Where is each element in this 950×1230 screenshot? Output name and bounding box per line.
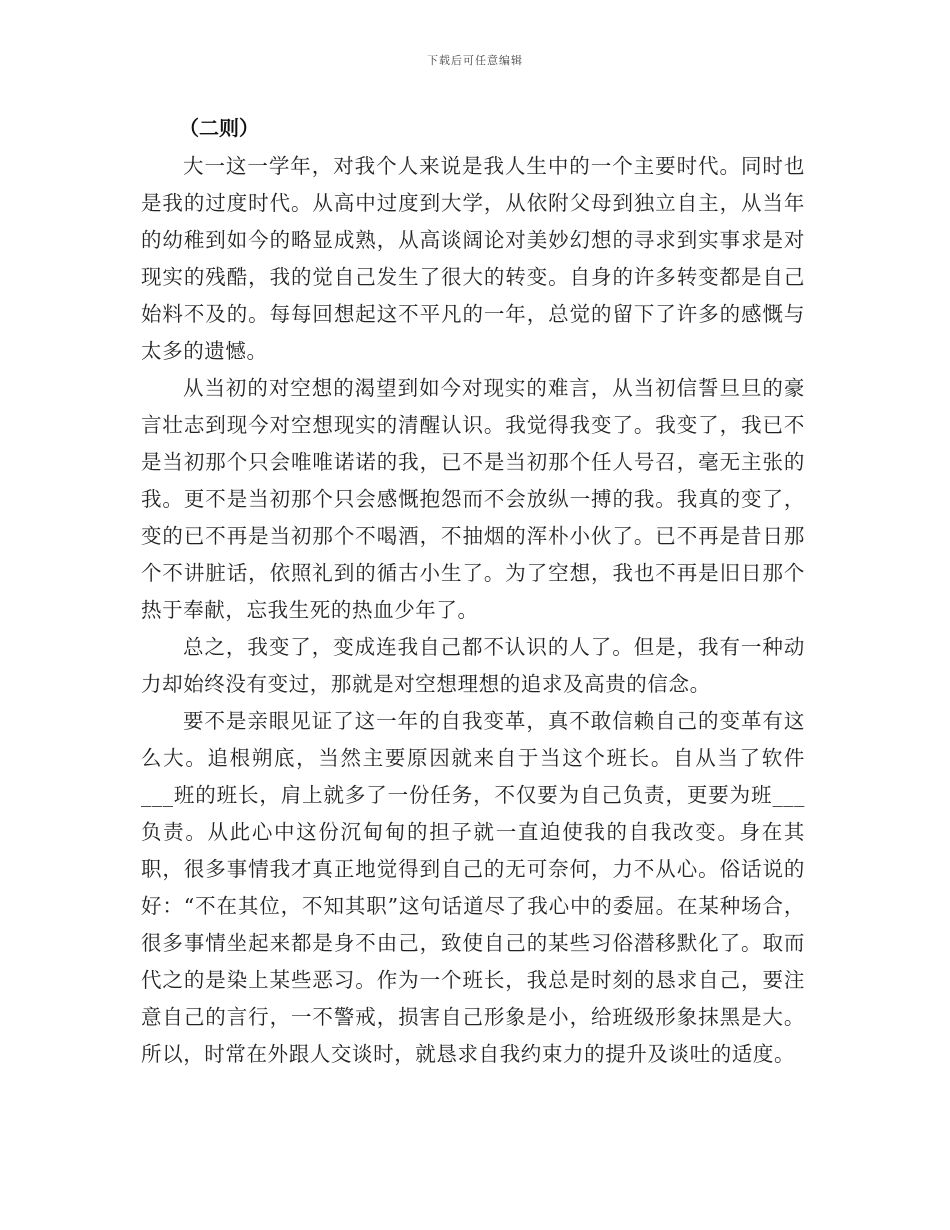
paragraph-1: 大一这一学年，对我个人来说是我人生中的一个主要时代。同时也是我的过度时代。从高中过度到大学，从依附父母到独立自主，从当年的幼稚到如今的略显成熟，从高谈阔论对美妙幻想的寻求到实事求是对现实的残酷，我的觉自己发生了很大的转变。自身的许多转变都是自己始料不及的。每每回想起这不平凡的一年，总觉的留下了许多的感慨与太多的遗憾。 [141,154,805,363]
section-heading: （二则） [179,116,259,140]
paragraph-3: 总之，我变了，变成连我自己都不认识的人了。但是，我有一种动力却始终没有变过，那就是对空想理想的追求及高贵的信念。 [141,635,805,696]
document-body [141,110,805,1073]
page-header: 下载后可任意编辑 [427,54,523,67]
paragraph-4: 要不是亲眼见证了这一年的自我变革，真不敢信赖自己的变革有这么大。追根朔底，当然主要原因就来自于当这个班长。自从当了软件___班的班长，肩上就多了一份任务，不仅要为自己负责，更要为班___负责。从此心中这份沉甸甸的担子就一直迫使我的自我改变。身在其职，很多事情我才真正地觉得到自己的无可奈何，力不从心。俗话说的好：“不在其位，不知其职”这句话道尽了我心中的委屈。在某种场合，很多事情坐起来都是身不由己，致使自己的某些习俗潜移默化了。取而代之的是染上某些恶习。作为一个班长，我总是时刻的恳求自己，要注意自己的言行，一不警戒，损害自己形象是小，给班级形象抹黑是大。所以，时常在外跟人交谈时，就恳求自我约束力的提升及谈吐的适度。 [141,709,805,1066]
paragraph-2: 从当初的对空想的渴望到如今对现实的难言，从当初信誓旦旦的豪言壮志到现今对空想现实的清醒认识。我觉得我变了。我变了，我已不是当初那个只会唯唯诺诺的我，已不是当初那个任人号召，毫无主张的我。更不是当初那个只会感慨抱怨而不会放纵一搏的我。我真的变了，变的已不再是当初那个不喝酒，不抽烟的浑朴小伙了。已不再是昔日那个不讲脏话，依照礼到的循古小生了。为了空想，我也不再是旧日那个热于奉献，忘我生死的热血少年了。 [141,376,805,622]
